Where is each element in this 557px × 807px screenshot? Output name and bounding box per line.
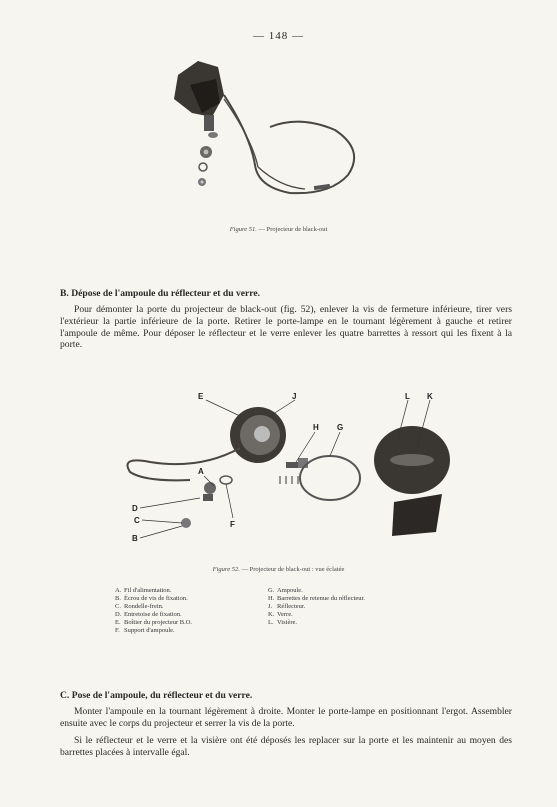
callout-l: L: [405, 392, 410, 401]
section-b-heading: B. Dépose de l'ampoule du réflecteur et du verre.: [60, 288, 261, 299]
figure-52-legend-left: [115, 587, 265, 635]
figure-52-legend-right: [268, 587, 433, 627]
legend-item: E. Boîtier du projecteur B.O.: [115, 619, 193, 626]
figure-52-text: — Projecteur de black-out : vue éclatée: [241, 566, 345, 573]
figure-52-label: Figure 52.: [212, 566, 240, 573]
legend-item: G. Ampoule.: [268, 587, 303, 594]
figure-51-caption: [160, 226, 397, 233]
legend-item: D. Entretoise de fixation.: [115, 611, 182, 618]
figure-51-label: Figure 51.: [229, 226, 257, 233]
callout-b: B: [132, 534, 138, 543]
figure-51-photo: [160, 55, 390, 215]
section-c-paragraph-1: Monter l'ampoule en la tournant légèrement à droite. Monter le porte-lampe en positionnant l'ergot. Assembler ensuite avec le corps du projecteur et serrer la vis de la porte.: [60, 706, 512, 729]
callout-k: K: [427, 392, 433, 401]
callout-c: C: [134, 516, 140, 525]
legend-item: L. Visière.: [268, 619, 298, 626]
callout-j: J: [292, 392, 297, 401]
section-c-heading: C. Pose de l'ampoule, du réflecteur et du verre.: [60, 690, 253, 701]
callout-f: F: [230, 520, 235, 529]
legend-item: C. Rondelle-frein.: [115, 603, 164, 610]
callout-d: D: [132, 504, 138, 513]
figure-51-text: — Projecteur de black-out: [258, 226, 328, 233]
callout-e: E: [198, 392, 204, 401]
figure-52-exploded-view: [90, 390, 470, 555]
section-c-paragraph-2: Si le réflecteur et le verre et la visière ont été déposés les replacer sur la porte et les maintenir au moyen des barrettes placées à intervalle égal.: [60, 735, 512, 758]
callout-h: H: [313, 423, 319, 432]
legend-item: J. Réflecteur.: [268, 603, 306, 610]
page-number: — 148 —: [253, 30, 304, 42]
legend-item: H. Barrettes de retenue du réflecteur.: [268, 595, 365, 602]
callout-g: G: [337, 423, 344, 432]
legend-item: A. Fil d'alimentation.: [115, 587, 172, 594]
legend-item: K. Verre.: [268, 611, 293, 618]
callout-a: A: [198, 467, 204, 476]
section-b-paragraph: Pour démonter la porte du projecteur de black-out (fig. 52), enlever la vis de fermeture inférieure, tirer vers l'extérieur la partie inférieure de la porte. Retirer le porte-lampe en le tournant légèrement à gauche et retirer l'ampoule de même. Pour déposer le réflecteur et le verre enlever les quatre barrettes à ressort qui les fixent à la porte.: [60, 304, 512, 351]
legend-item: B. Écrou de vis de fixation.: [115, 595, 188, 602]
figure-52-caption: [160, 566, 397, 573]
legend-item: F. Support d'ampoule.: [115, 627, 175, 634]
